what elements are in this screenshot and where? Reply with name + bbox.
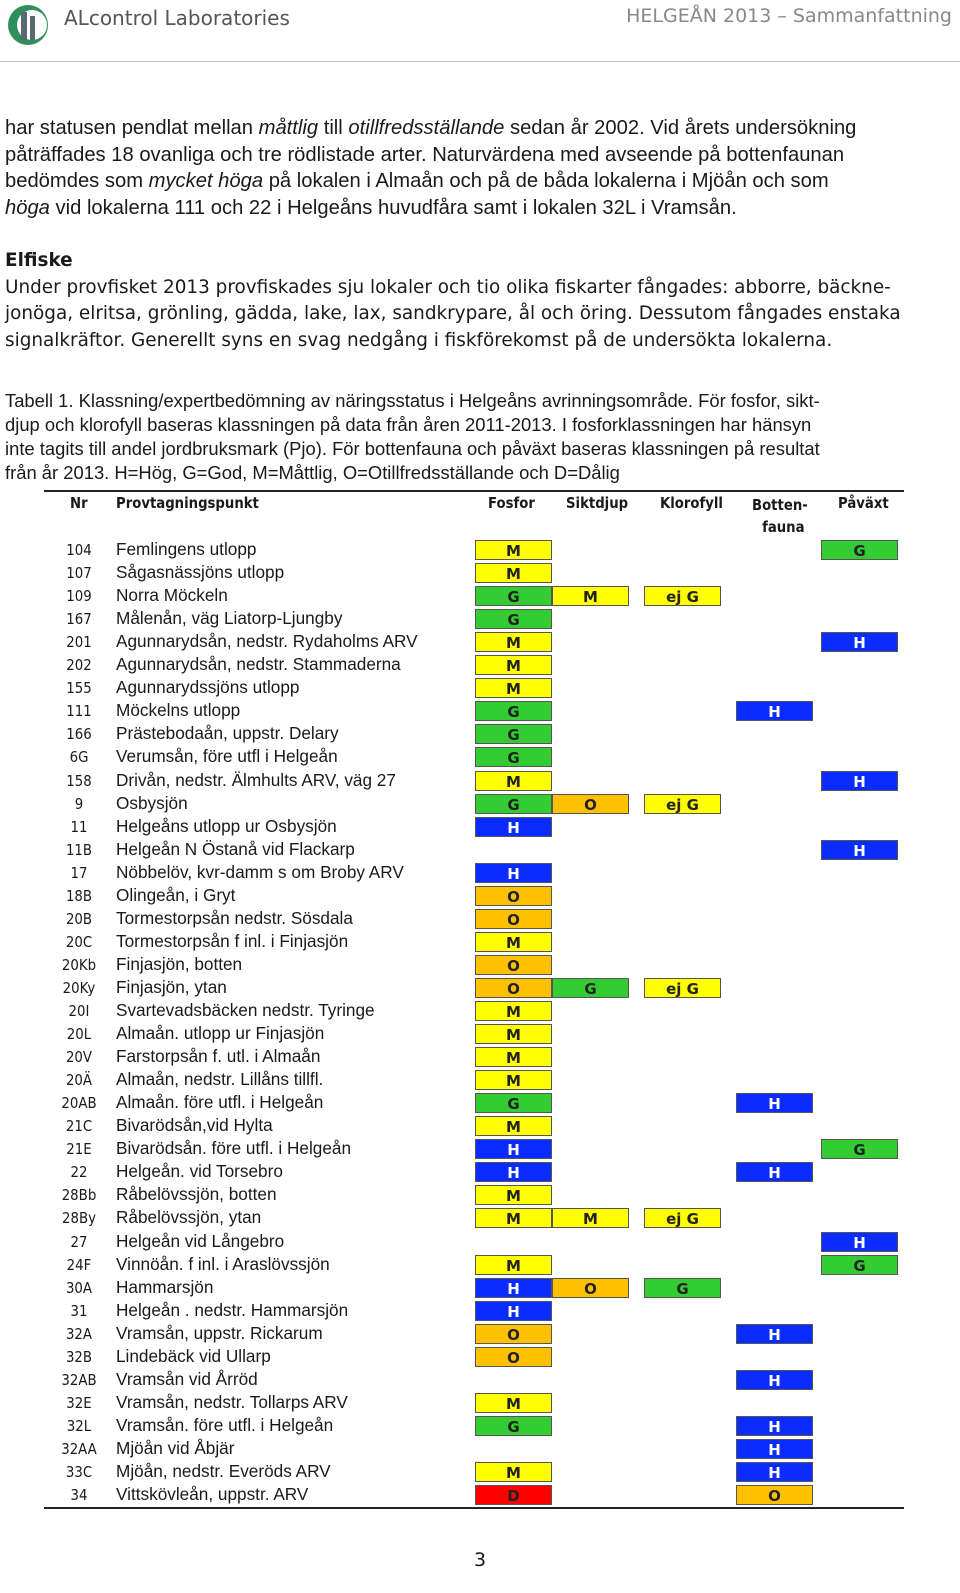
row-site: Helgeån. vid Torsebro: [116, 1161, 283, 1182]
row-nr: 11: [70, 817, 88, 836]
siktdjup-cell: O: [552, 794, 629, 814]
pavaxt-cell: H: [821, 1232, 898, 1252]
fosfor-cell: G: [475, 747, 552, 767]
fosfor-cell: M: [475, 932, 552, 952]
siktdjup-cell: M: [552, 1208, 629, 1228]
row-nr: 109: [66, 587, 92, 606]
fosfor-cell: M: [475, 678, 552, 698]
row-site: Svartevadsbäcken nedstr. Tyringe: [116, 1000, 375, 1020]
table-row: [44, 1414, 904, 1437]
bottenfauna-cell: H: [736, 701, 813, 721]
caption-line-1: Tabell 1. Klassning/expertbedömning av näringsstatus i Helgeåns avrinningsområde. För fosfor, sikt-: [5, 390, 820, 411]
table-row: [44, 907, 904, 930]
table-row: [44, 884, 904, 907]
fosfor-cell: O: [475, 978, 552, 998]
intro-line-1: har statusen pendlat mellan måttlig till otillfredsställande sedan år 2002. Vid årets undersökning: [5, 117, 857, 139]
row-nr: 34: [70, 1486, 88, 1505]
table-row: [44, 1368, 904, 1391]
fosfor-cell: H: [475, 817, 552, 837]
row-site: Almaån. utlopp ur Finjasjön: [116, 1023, 325, 1044]
row-site: Vramsån. före utfl. i Helgeån: [116, 1414, 334, 1435]
header-nr: Nr: [70, 494, 88, 512]
bottenfauna-cell: H: [736, 1439, 813, 1459]
table-row: [44, 1183, 904, 1206]
header-bottenfauna-line-1: Botten-: [752, 496, 808, 514]
row-nr: 28By: [62, 1209, 96, 1228]
row-site: Sågasnässjöns utlopp: [116, 562, 285, 583]
fosfor-cell: M: [475, 1208, 552, 1228]
row-nr: 20B: [65, 909, 93, 928]
row-site: Vramsån, uppstr. Rickarum: [116, 1322, 323, 1343]
table-row: [44, 1391, 904, 1414]
table-row: [44, 1068, 904, 1091]
table-row: [44, 1299, 904, 1322]
table-row: [44, 930, 904, 953]
intro-line-4: höga vid lokalerna 111 och 22 i Helgeåns huvudfåra samt i lokalen 32L i Vramsån.: [5, 196, 737, 219]
pavaxt-cell: G: [821, 540, 898, 560]
fosfor-cell: M: [475, 1255, 552, 1275]
header-siktdjup: Siktdjup: [566, 494, 629, 512]
elfiske-line-2: jonöga, elritsa, grönling, gädda, lake, lax, sandkrypare, ål och öring. Dessutom fångades enstaka: [5, 303, 901, 325]
header-pavaxt: Påväxt: [838, 494, 889, 512]
table-row: [44, 584, 904, 607]
klorofyll-cell: ej G: [644, 978, 721, 998]
table-row: [44, 769, 904, 792]
row-nr: 32B: [65, 1347, 93, 1366]
pavaxt-cell: H: [821, 771, 898, 791]
row-nr: 11B: [65, 840, 93, 859]
fosfor-cell: O: [475, 909, 552, 929]
bottenfauna-cell: H: [736, 1462, 813, 1482]
row-site: Möckelns utlopp: [116, 700, 241, 721]
row-nr: 32E: [66, 1393, 92, 1412]
table-row: [44, 792, 904, 815]
row-site: Almaån. före utfl. i Helgeån: [116, 1092, 324, 1113]
table-row: [44, 861, 904, 884]
table-row: [44, 630, 904, 653]
row-nr: 32A: [65, 1324, 93, 1343]
elfiske-section: [5, 248, 951, 354]
fosfor-cell: H: [475, 1301, 552, 1321]
fosfor-cell: H: [475, 863, 552, 883]
table-row: [44, 1230, 904, 1253]
header-bottenfauna: [752, 494, 808, 538]
fosfor-cell: M: [475, 1393, 552, 1413]
table-row: [44, 1460, 904, 1483]
row-nr: 20C: [65, 932, 93, 951]
row-site: Helgeån . nedstr. Hammarsjön: [116, 1299, 349, 1320]
row-site: Helgeån vid Långebro: [116, 1230, 285, 1251]
fosfor-cell: M: [475, 632, 552, 652]
elfiske-line-1: Under provfisket 2013 provfiskades sju lokaler och tio olika fiskarter fångades: abborre, bäckne-: [5, 276, 891, 298]
fosfor-cell: M: [475, 1024, 552, 1044]
intro-paragraph: [5, 115, 951, 221]
row-nr: 20AB: [61, 1094, 97, 1113]
row-nr: 21C: [65, 1117, 93, 1136]
row-nr: 17: [70, 863, 88, 882]
table-row: [44, 1091, 904, 1114]
table-row: [44, 953, 904, 976]
fosfor-cell: M: [475, 1116, 552, 1136]
intro-line-3: bedömdes som mycket höga på lokalen i Almaån och på de båda lokalerna i Mjöån och som: [5, 170, 829, 193]
klorofyll-cell: G: [644, 1278, 721, 1298]
table-row: [44, 1022, 904, 1045]
table-top-rule: [44, 490, 904, 492]
row-nr: 32L: [66, 1416, 92, 1435]
row-nr: 20Ä: [65, 1071, 93, 1090]
row-site: Mjöån, nedstr. Everöds ARV: [116, 1461, 331, 1481]
table-row: [44, 607, 904, 630]
table-row: [44, 1137, 904, 1160]
table-row: [44, 1114, 904, 1137]
row-nr: 20V: [65, 1048, 93, 1067]
row-site: Drivån, nedstr. Älmhults ARV, väg 27: [116, 769, 396, 790]
row-site: Olingeån, i Gryt: [116, 884, 236, 905]
bottenfauna-cell: H: [736, 1370, 813, 1390]
row-site: Målenån, väg Liatorp-Ljungby: [116, 608, 343, 629]
fosfor-cell: H: [475, 1278, 552, 1298]
row-site: Bivarödsån. före utfl. i Helgeån: [116, 1138, 352, 1159]
row-nr: 6G: [69, 748, 89, 767]
table-row: [44, 838, 904, 861]
row-nr: 20Ky: [62, 978, 96, 997]
row-site: Helgeån N Östanå vid Flackarp: [116, 838, 355, 859]
table-row: [44, 699, 904, 722]
pavaxt-cell: H: [821, 840, 898, 860]
row-site: Norra Möckeln: [116, 585, 228, 606]
row-nr: 111: [66, 702, 92, 721]
fosfor-cell: D: [475, 1485, 552, 1505]
header-klorofyll: Klorofyll: [660, 494, 723, 512]
row-site: Farstorpsån f. utl. i Almaån: [116, 1046, 321, 1067]
fosfor-cell: G: [475, 724, 552, 744]
header-site: Provtagningspunkt: [116, 494, 259, 512]
table-row: [44, 745, 904, 768]
fosfor-cell: M: [475, 771, 552, 791]
row-nr: 202: [66, 656, 92, 675]
table-row: [44, 561, 904, 584]
elfiske-line-3: signalkräftor. Generellt syns en svag nedgång i fiskförekomst på de undersökta lokalerna.: [5, 329, 833, 351]
siktdjup-cell: G: [552, 978, 629, 998]
fosfor-cell: O: [475, 886, 552, 906]
bottenfauna-cell: H: [736, 1416, 813, 1436]
row-site: Finjasjön, botten: [116, 953, 243, 974]
table-row: [44, 1483, 904, 1506]
row-site: Tormestorpsån f inl. i Finjasjön: [116, 930, 349, 951]
fosfor-cell: G: [475, 609, 552, 629]
fosfor-cell: M: [475, 655, 552, 675]
row-nr: 30A: [65, 1278, 93, 1297]
fosfor-cell: H: [475, 1162, 552, 1182]
table-row: [44, 722, 904, 745]
row-site: Verumsån, före utfl i Helgeån: [116, 746, 338, 767]
fosfor-cell: H: [475, 1139, 552, 1159]
table-row: [44, 1345, 904, 1368]
pavaxt-cell: G: [821, 1255, 898, 1275]
row-site: Mjöån vid Åbjär: [116, 1437, 235, 1458]
fosfor-cell: M: [475, 1185, 552, 1205]
row-site: Bivarödsån,vid Hylta: [116, 1115, 273, 1136]
fosfor-cell: M: [475, 1001, 552, 1021]
row-nr: 33C: [65, 1463, 93, 1481]
header-bottenfauna-line-2: fauna: [762, 518, 805, 536]
siktdjup-cell: O: [552, 1278, 629, 1298]
row-nr: 20L: [66, 1025, 92, 1044]
row-nr: 32AB: [61, 1370, 97, 1389]
row-site: Vinnöån. f inl. i Araslövssjön: [116, 1253, 330, 1274]
row-site: Agunnarydssjöns utlopp: [116, 677, 300, 698]
intro-line-2: påträffades 18 ovanliga och tre rödlistade arter. Naturvärdena med avseende på bottenfaunan: [5, 143, 845, 166]
caption-line-4: från år 2013. H=Hög, G=God, M=Måttlig, O=Otillfredsställande och D=Dålig: [5, 462, 620, 483]
row-site: Råbelövssjön, botten: [116, 1184, 277, 1205]
table-row: [44, 999, 904, 1022]
caption-line-3: inte tagits till andel jordbruksmark (Pjo). För bottenfauna och påväxt baseras klassningen på resultat: [5, 438, 820, 459]
row-nr: 166: [66, 725, 92, 744]
row-site: Vramsån vid Årröd: [116, 1368, 258, 1389]
fosfor-cell: M: [475, 540, 552, 560]
row-site: Almaån, nedstr. Lillåns tillfl.: [116, 1069, 324, 1090]
row-site: Tormestorpsån nedstr. Sösdala: [116, 907, 353, 928]
row-nr: 158: [66, 771, 92, 790]
bottenfauna-cell: H: [736, 1324, 813, 1344]
table-row: [44, 1160, 904, 1183]
row-site: Råbelövssjön, ytan: [116, 1207, 262, 1228]
report-title: HELGEÅN 2013 – Sammanfattning: [626, 5, 952, 27]
table-row: [44, 653, 904, 676]
table-row: [44, 676, 904, 699]
table-caption: [5, 389, 951, 485]
row-nr: 201: [66, 633, 92, 652]
row-nr: 24F: [66, 1255, 92, 1274]
header-fosfor: Fosfor: [488, 494, 535, 512]
fosfor-cell: G: [475, 586, 552, 606]
row-nr: 22: [70, 1163, 88, 1182]
row-site: Prästebodaån, uppstr. Delary: [116, 723, 339, 744]
table-row: [44, 1322, 904, 1345]
fosfor-cell: M: [475, 1462, 552, 1482]
fosfor-cell: G: [475, 1416, 552, 1436]
klorofyll-cell: ej G: [644, 794, 721, 814]
alcontrol-logo-icon: [6, 3, 50, 47]
table-row: [44, 1045, 904, 1068]
row-nr: 20I: [68, 1002, 90, 1020]
row-nr: 20Kb: [61, 955, 97, 974]
siktdjup-cell: M: [552, 586, 629, 606]
caption-line-2: djup och klorofyll baseras klassningen på data från åren 2011-2013. I fosforklassningen har hänsyn: [5, 414, 812, 435]
row-site: Agunnarydsån, nedstr. Stammaderna: [116, 654, 401, 675]
fosfor-cell: G: [475, 1093, 552, 1113]
page-header: [0, 0, 960, 62]
table-row: [44, 1276, 904, 1299]
row-nr: 31: [70, 1301, 88, 1320]
company-name: ALcontrol Laboratories: [64, 6, 290, 30]
row-site: Vramsån, nedstr. Tollarps ARV: [116, 1391, 348, 1412]
row-site: Lindebäck vid Ullarp: [116, 1345, 271, 1366]
row-nr: 107: [66, 564, 92, 583]
klorofyll-cell: ej G: [644, 1208, 721, 1228]
pavaxt-cell: H: [821, 632, 898, 652]
elfiske-heading: Elfiske: [5, 250, 73, 271]
fosfor-cell: M: [475, 1070, 552, 1090]
fosfor-cell: O: [475, 1324, 552, 1344]
row-nr: 27: [70, 1232, 88, 1251]
table-row: [44, 815, 904, 838]
table-bottom-rule: [44, 1507, 904, 1509]
fosfor-cell: M: [475, 563, 552, 583]
table-row: [44, 1206, 904, 1229]
row-site: Osbysjön: [116, 792, 188, 813]
page-number: 3: [473, 1549, 487, 1571]
table-row: [44, 538, 904, 561]
table-row: [44, 1437, 904, 1460]
row-nr: 9: [74, 794, 84, 813]
table-row: [44, 976, 904, 999]
fosfor-cell: G: [475, 794, 552, 814]
row-nr: 28Bb: [61, 1186, 97, 1205]
fosfor-cell: M: [475, 1047, 552, 1067]
row-site: Femlingens utlopp: [116, 539, 257, 559]
fosfor-cell: G: [475, 701, 552, 721]
row-site: Finjasjön, ytan: [116, 976, 227, 997]
row-nr: 167: [66, 610, 92, 629]
row-site: Nöbbelöv, kvr-damm s om Broby ARV: [116, 861, 404, 882]
row-nr: 104: [66, 541, 92, 559]
bottenfauna-cell: H: [736, 1162, 813, 1182]
row-site: Vittskövleån, uppstr. ARV: [116, 1484, 309, 1505]
row-nr: 155: [66, 679, 92, 698]
row-site: Hammarsjön: [116, 1276, 214, 1297]
row-nr: 21E: [66, 1140, 92, 1159]
table-row: [44, 1253, 904, 1276]
klorofyll-cell: ej G: [644, 586, 721, 606]
row-site: Agunnarydsån, nedstr. Rydaholms ARV: [116, 631, 418, 652]
header-divider: [0, 61, 960, 62]
bottenfauna-cell: H: [736, 1093, 813, 1113]
fosfor-cell: O: [475, 955, 552, 975]
pavaxt-cell: G: [821, 1139, 898, 1159]
fosfor-cell: O: [475, 1347, 552, 1367]
row-site: Helgeåns utlopp ur Osbysjön: [116, 815, 337, 836]
row-nr: 32AA: [61, 1439, 97, 1458]
row-nr: 18B: [65, 886, 93, 905]
bottenfauna-cell: O: [736, 1485, 813, 1505]
